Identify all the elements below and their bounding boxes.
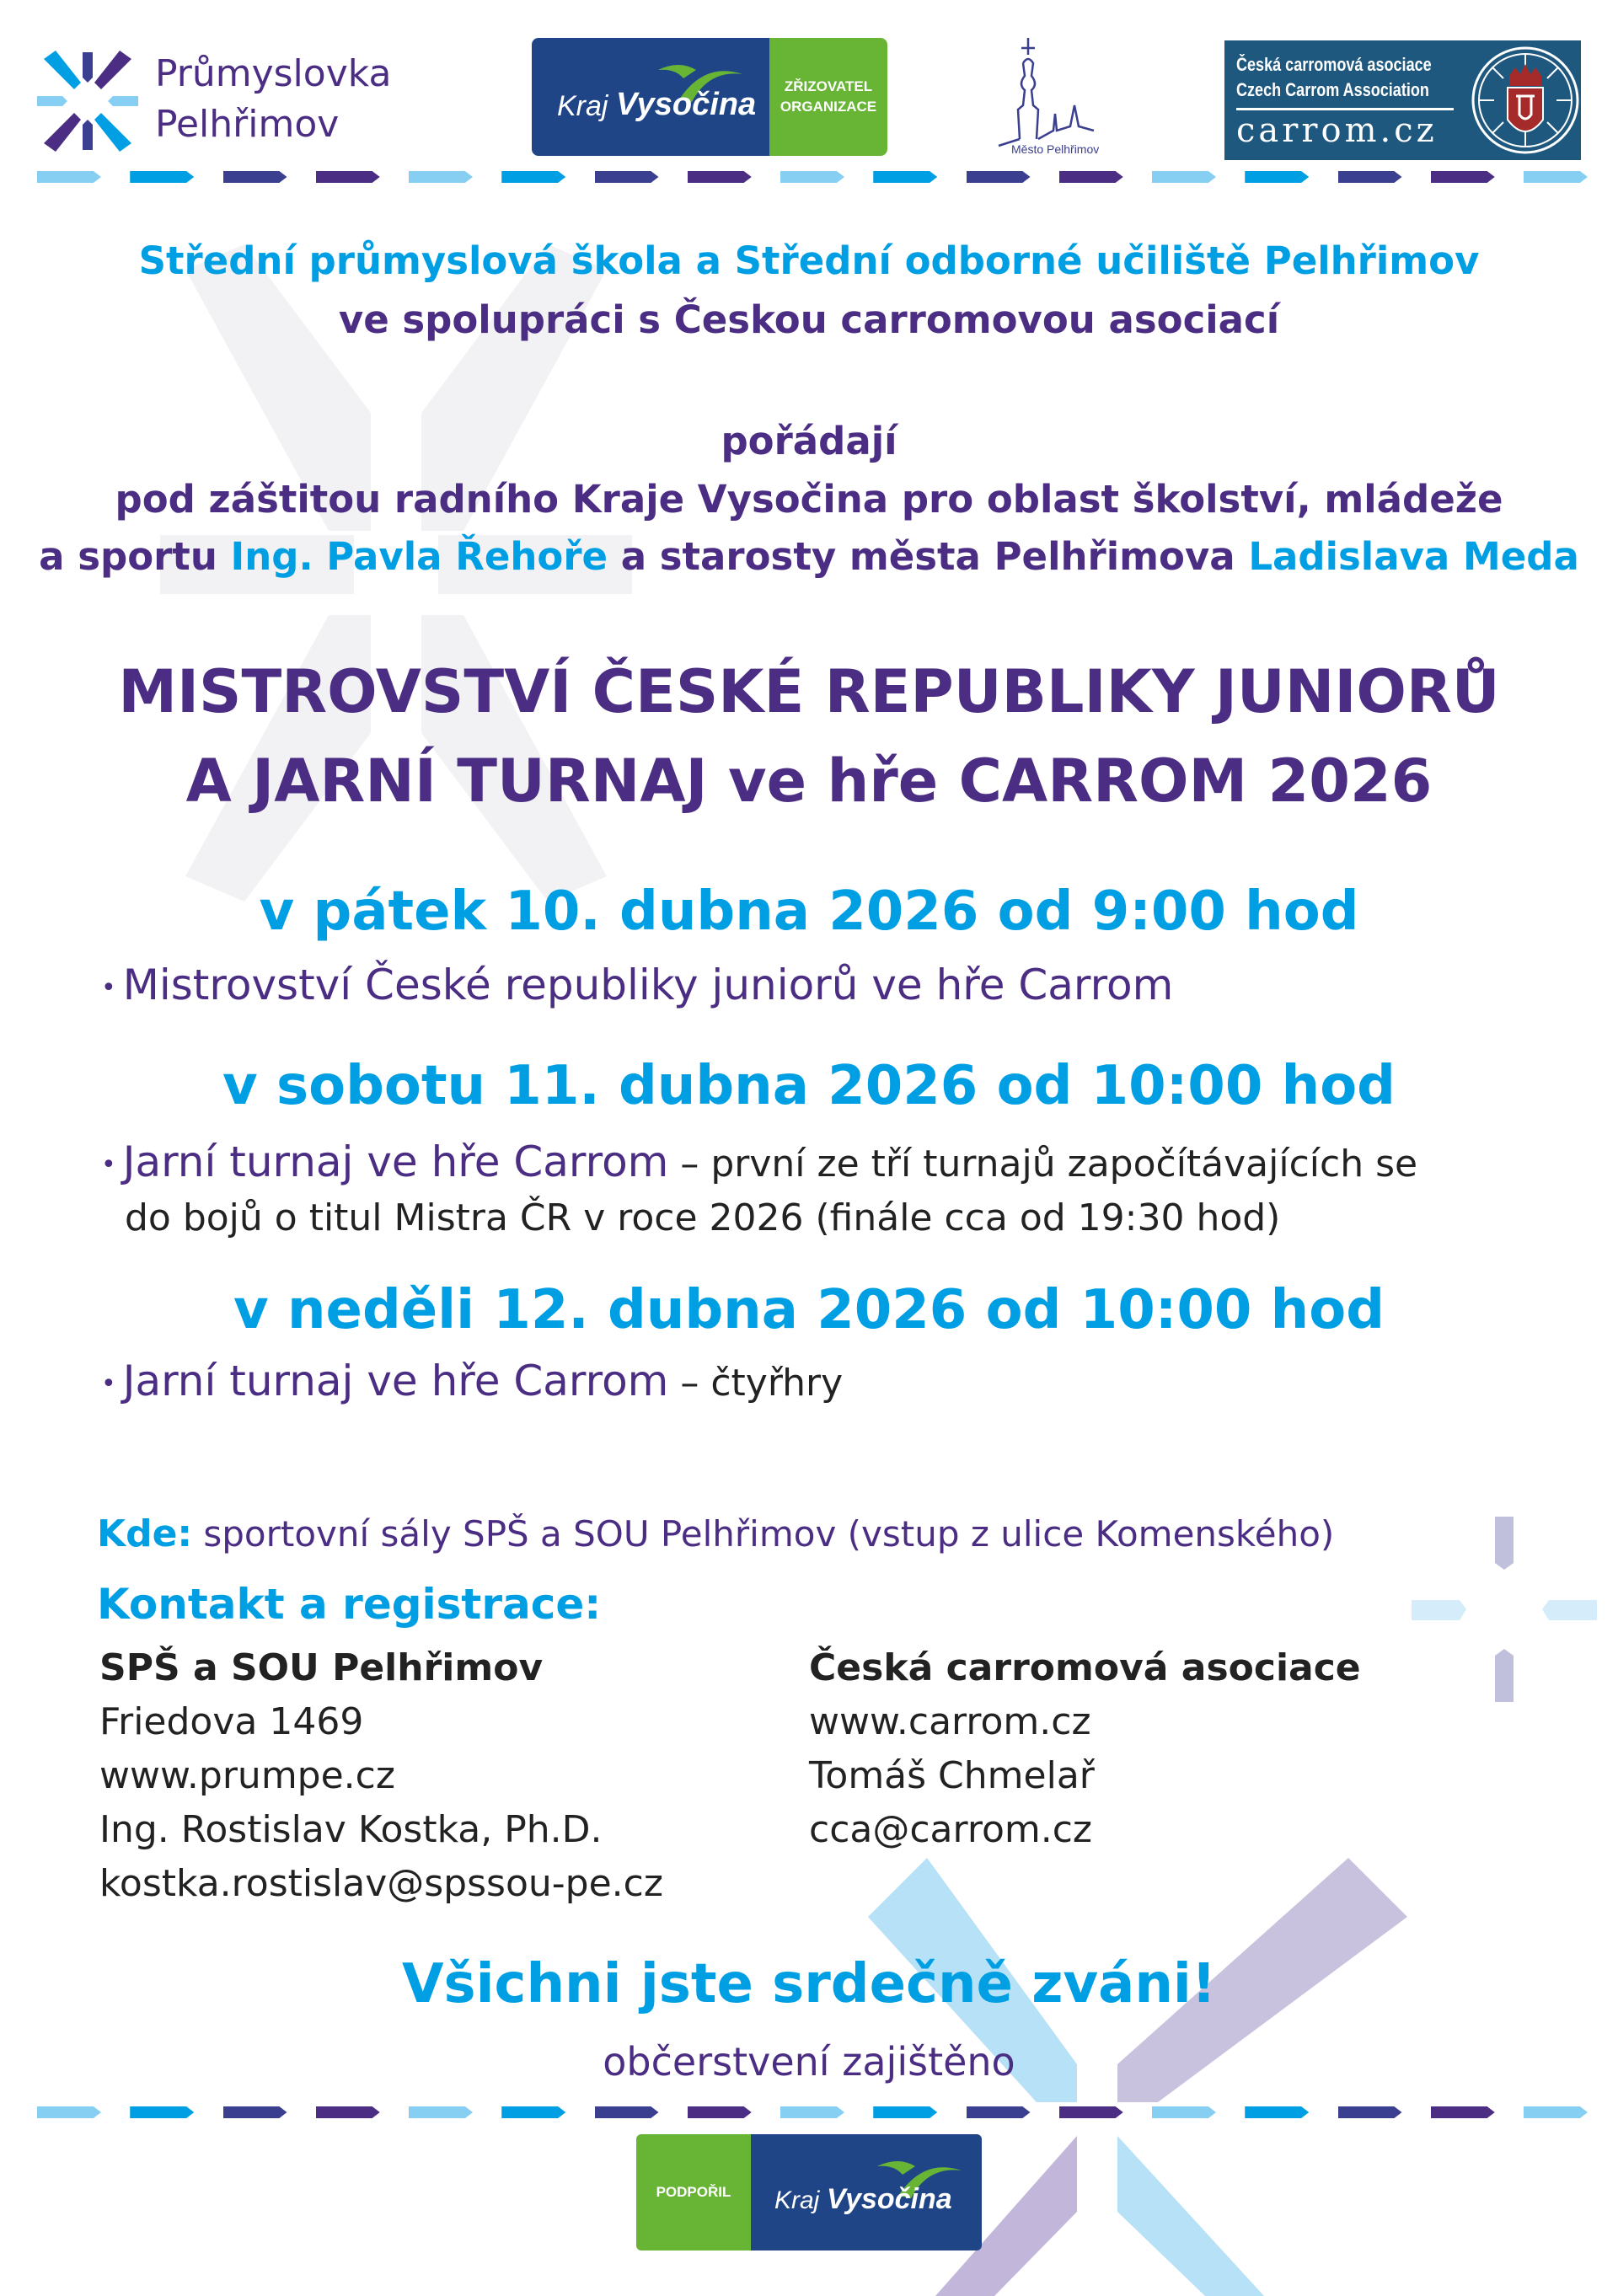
schedule-detail: – čtyřhry: [668, 1362, 844, 1405]
bullet-icon: •: [101, 1369, 116, 1399]
venue: [97, 1512, 1334, 1555]
divider-top: [37, 171, 1588, 183]
schedule-date-sunday: v neděli 12. dubna 2026 od 10:00 hod: [233, 1279, 1385, 1341]
venue-label: Kde:: [97, 1512, 193, 1555]
patronage-line2: [0, 534, 1618, 579]
vysocina-label: Vysočina: [827, 2183, 952, 2215]
contact-school-name: SPŠ a SOU Pelhřimov: [99, 1646, 544, 1689]
contact-association-email[interactable]: cca@carrom.cz: [809, 1808, 1092, 1851]
schedule-item-sunday: [101, 1357, 843, 1405]
schedule-item-saturday: [101, 1137, 1417, 1186]
cca-line1: Česká carromová asociace: [1236, 54, 1432, 75]
logo-kraj-vysocina-podporil: [636, 2134, 982, 2251]
cca-emblem-icon: [1469, 44, 1582, 157]
invitation-text: Všichni jste srdečně zváni!: [401, 1953, 1217, 2015]
logo-prumyslovka-pelhrimov: [37, 51, 433, 152]
bullet-icon: •: [101, 973, 116, 1003]
cca-line2: Czech Carrom Association: [1236, 79, 1429, 100]
event-title-line2: A JARNÍ TURNAJ ve hře CARROM 2026: [185, 747, 1433, 816]
patron-name-councillor: Ing. Pavla Řehoře: [230, 534, 608, 579]
schedule-detail-line2: do bojů o titul Mistra ČR v roce 2026 (finále cca od 19:30 hod): [125, 1196, 1281, 1239]
mesto-caption: Město Pelhřimov: [1011, 142, 1100, 156]
badge-line2: ORGANIZACE: [780, 99, 877, 115]
podporil-label: PODPOŘIL: [656, 2184, 731, 2200]
badge-line1: ZŘIZOVATEL: [784, 78, 873, 94]
schedule-date-saturday: v sobotu 11. dubna 2026 od 10:00 hod: [222, 1055, 1396, 1117]
contact-school: [99, 1641, 663, 1911]
refreshments-text: občerstvení zajištěno: [603, 2039, 1015, 2085]
contact-association: [809, 1641, 1361, 1857]
cca-url: carrom.cz: [1236, 111, 1438, 150]
bullet-icon: •: [101, 1150, 116, 1180]
schedule-item-friday: [101, 961, 1173, 1009]
patronage-text-a: a sportu: [39, 534, 231, 579]
divider-bottom: [37, 2106, 1588, 2118]
contact-school-email[interactable]: kostka.rostislav@spssou-pe.cz: [99, 1862, 663, 1905]
schedule-event: Mistrovství České republiky juniorů ve hře Carrom: [122, 961, 1174, 1009]
logo-text-line2: Pelhřimov: [155, 103, 340, 146]
logo-mesto-pelhrimov: [994, 38, 1121, 163]
contact-association-website[interactable]: www.carrom.cz: [809, 1700, 1091, 1743]
vysocina-label: Vysočina: [616, 87, 757, 122]
contact-heading: Kontakt a registrace:: [97, 1580, 602, 1629]
patronage-line1: pod záštitou radního Kraje Vysočina pro oblast školství, mládeže: [115, 477, 1503, 522]
prumyslovka-star-icon: [37, 51, 138, 152]
patronage-text-c: a starosty města Pelhřimova: [608, 534, 1249, 579]
contact-association-name: Česká carromová asociace: [809, 1646, 1361, 1689]
schedule-event: Jarní turnaj ve hře Carrom: [122, 1357, 669, 1405]
cooperation-line: ve spolupráci s Českou carromovou asociací: [338, 297, 1280, 342]
schedule-detail: – první ze tří turnajů započítávajících se: [668, 1143, 1418, 1185]
schedule-date-friday: v pátek 10. dubna 2026 od 9:00 hod: [259, 880, 1359, 943]
contact-school-website[interactable]: www.prumpe.cz: [99, 1754, 395, 1797]
contact-school-address: Friedova 1469: [99, 1700, 364, 1743]
patron-name-mayor: Ladislava Meda: [1248, 534, 1579, 579]
organize-verb: pořádají: [721, 419, 897, 463]
schedule-event: Jarní turnaj ve hře Carrom: [122, 1137, 669, 1186]
kraj-label: Kraj: [557, 90, 608, 122]
logo-text-line1: Průmyslovka: [155, 52, 392, 95]
logo-kraj-vysocina-zrizovatel: [532, 38, 887, 156]
logo-ceska-carromova-asociace: [1224, 40, 1581, 160]
church-tower-icon: [994, 38, 1121, 147]
organizer-school: Střední průmyslová škola a Střední odborné učiliště Pelhřimov: [138, 238, 1480, 283]
event-title-line1: MISTROVSTVÍ ČESKÉ REPUBLIKY JUNIORŮ: [118, 657, 1500, 726]
decorative-star-icon: [1407, 1512, 1601, 1706]
kraj-label: Kraj: [774, 2186, 820, 2214]
venue-value: sportovní sály SPŠ a SOU Pelhřimov (vstup z ulice Komenského): [192, 1513, 1335, 1555]
contact-association-person: Tomáš Chmelař: [809, 1754, 1095, 1797]
contact-school-person: Ing. Rostislav Kostka, Ph.D.: [99, 1808, 603, 1851]
